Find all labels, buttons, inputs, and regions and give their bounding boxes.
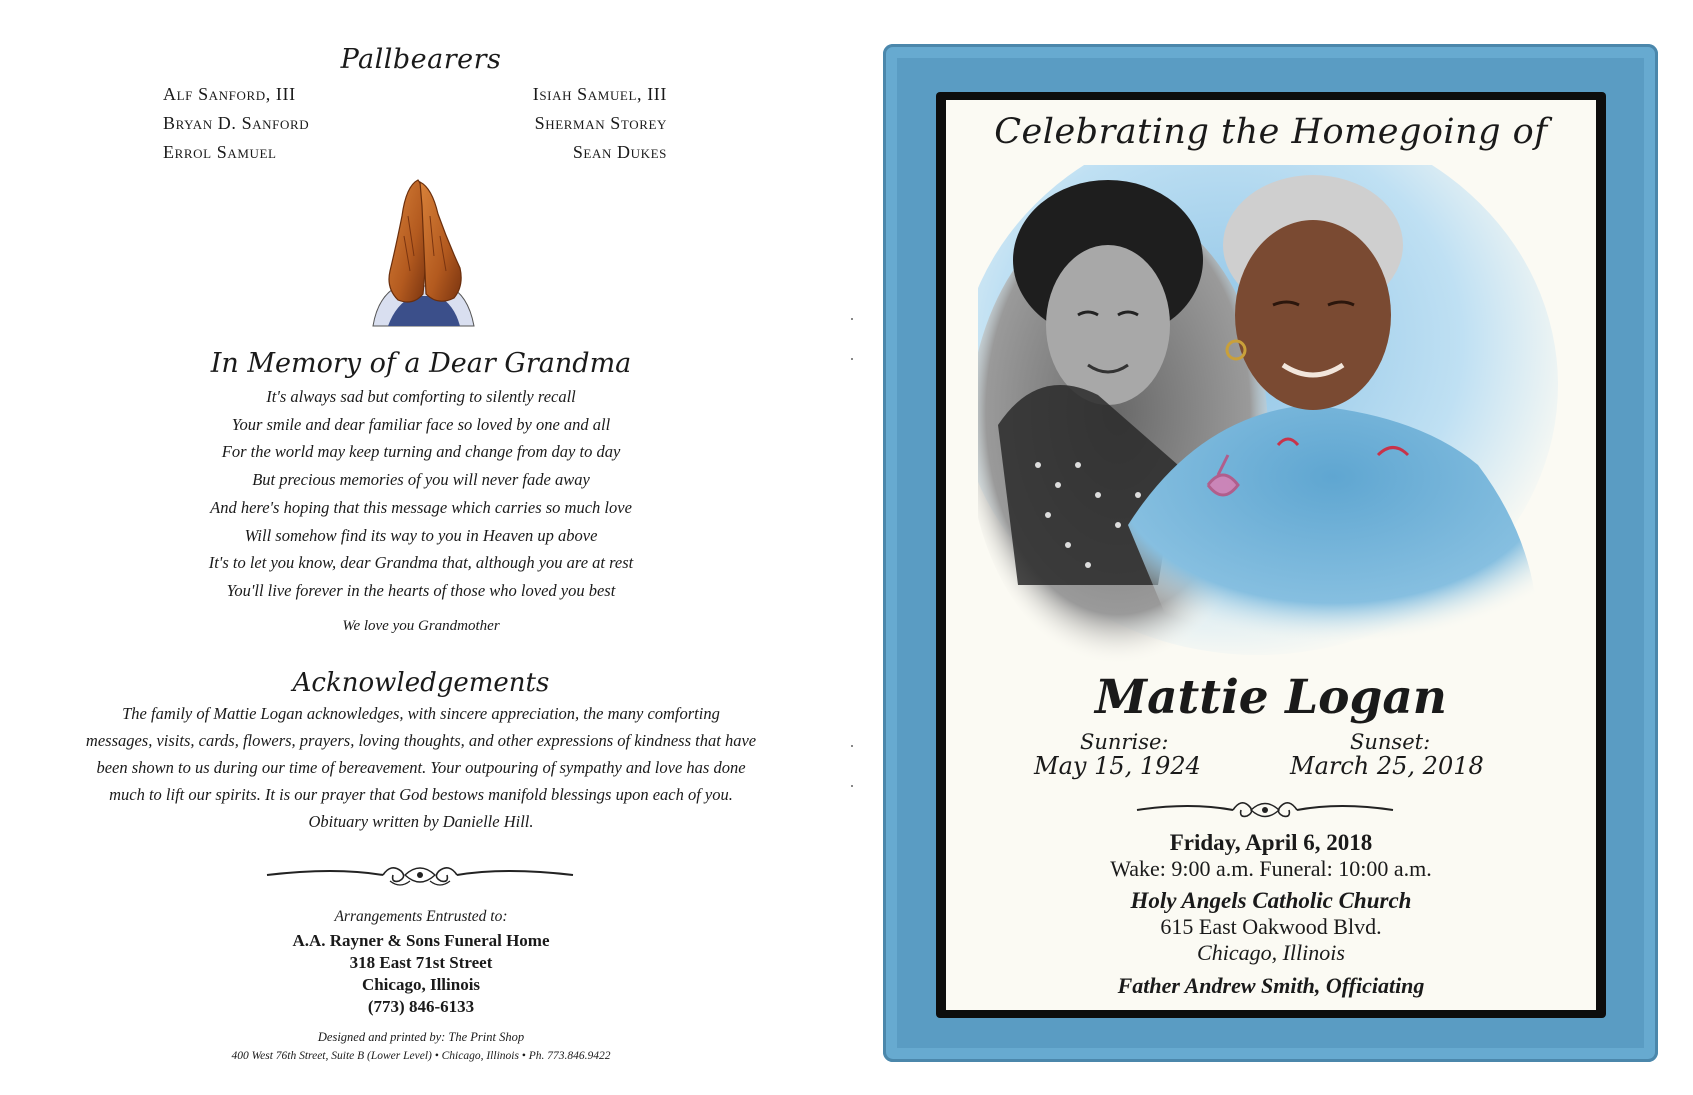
service-times: Wake: 9:00 a.m. Funeral: 10:00 a.m. <box>1110 856 1432 881</box>
poem-line: It's always sad but comforting to silently recall <box>266 387 576 406</box>
pallbearer-name: Errol Samuel <box>163 142 277 162</box>
poem-line: Your smile and dear familiar face so loved by one and all <box>231 414 611 434</box>
pallbearers-left-column <box>163 80 309 167</box>
memory-title: In Memory of a Dear Grandma <box>210 348 632 379</box>
acknowledgements-title: Acknowledgements <box>292 668 550 698</box>
printer-credit: Designed and printed by: The Print Shop <box>317 1030 525 1044</box>
poem-line: But precious memories of you will never fade away <box>252 470 590 490</box>
sunrise-date: May 15, 1924 <box>1034 752 1201 780</box>
service-address: 615 East Oakwood Blvd. <box>1160 914 1382 939</box>
arrangements-details <box>0 930 842 1018</box>
praying-hands-icon <box>368 176 478 332</box>
arrangements-label: Arrangements Entrusted to: <box>334 908 508 925</box>
pallbearer-name: Bryan D. Sanford <box>163 113 310 133</box>
funeral-home-phone: (773) 846-6133 <box>367 997 475 1016</box>
service-city: Chicago, Illinois <box>1197 940 1345 965</box>
acknowledgements-body <box>60 700 782 835</box>
pallbearer-name: Sherman Storey <box>534 113 667 133</box>
printer-address: 400 West 76th Street, Suite B (Lower Level) • Chicago, Illinois • Ph. 773.846.9422 <box>231 1050 611 1062</box>
funeral-home-city: Chicago, Illinois <box>361 975 481 994</box>
poem-line: It's to let you know, dear Grandma that, although you are at rest <box>208 553 634 573</box>
fold-mark <box>851 785 853 787</box>
sunset-date: March 25, 2018 <box>1290 752 1484 780</box>
pallbearers-title: Pallbearers <box>340 44 502 75</box>
pallbearers-right-column <box>470 80 667 167</box>
ornament-divider-icon <box>1135 790 1395 826</box>
ack-line: The family of Mattie Logan acknowledges, with sincere appreciation, the many comforting <box>122 704 720 723</box>
cover-heading: Celebrating the Homegoing of <box>994 112 1548 152</box>
ornament-divider-icon <box>265 857 575 893</box>
service-officiant: Father Andrew Smith, Officiating <box>1117 973 1425 998</box>
fold-mark <box>851 358 853 360</box>
poem-line: You'll live forever in the hearts of those who loved you best <box>226 580 616 600</box>
pallbearer-name: Isiah Samuel, III <box>532 84 667 104</box>
sunset-label: Sunset: <box>1350 730 1431 754</box>
poem-line: Will somehow find its way to you in Heaven up above <box>244 525 598 545</box>
poem-line: And here's hoping that this message which carries so much love <box>210 497 632 517</box>
ack-line: been shown to us during our time of bereavement. Your outpouring of sympathy and love has done <box>96 758 746 777</box>
fold-mark <box>851 318 853 320</box>
ack-line: much to lift our spirits. It is our prayer that God bestows manifold blessings upon each of you. <box>109 785 733 804</box>
funeral-home-name: A.A. Rayner & Sons Funeral Home <box>292 931 550 950</box>
poem-line: For the world may keep turning and change from day to day <box>221 442 621 462</box>
funeral-home-street: 318 East 71st Street <box>349 953 493 972</box>
service-church: Holy Angels Catholic Church <box>1130 888 1412 913</box>
pallbearer-name: Sean Dukes <box>572 142 667 162</box>
deceased-name: Mattie Logan <box>1095 670 1447 725</box>
portrait-photo <box>978 165 1578 675</box>
memory-poem <box>0 383 842 605</box>
ack-line: messages, visits, cards, flowers, prayers, loving thoughts, and other expressions of kindness that have <box>85 731 757 750</box>
sunrise-label: Sunrise: <box>1080 730 1169 754</box>
ack-line: Obituary written by Danielle Hill. <box>308 812 534 831</box>
memory-closing: We love you Grandmother <box>342 618 500 634</box>
fold-mark <box>851 745 853 747</box>
pallbearer-name: Alf Sanford, III <box>163 84 296 104</box>
service-date: Friday, April 6, 2018 <box>1169 830 1373 855</box>
